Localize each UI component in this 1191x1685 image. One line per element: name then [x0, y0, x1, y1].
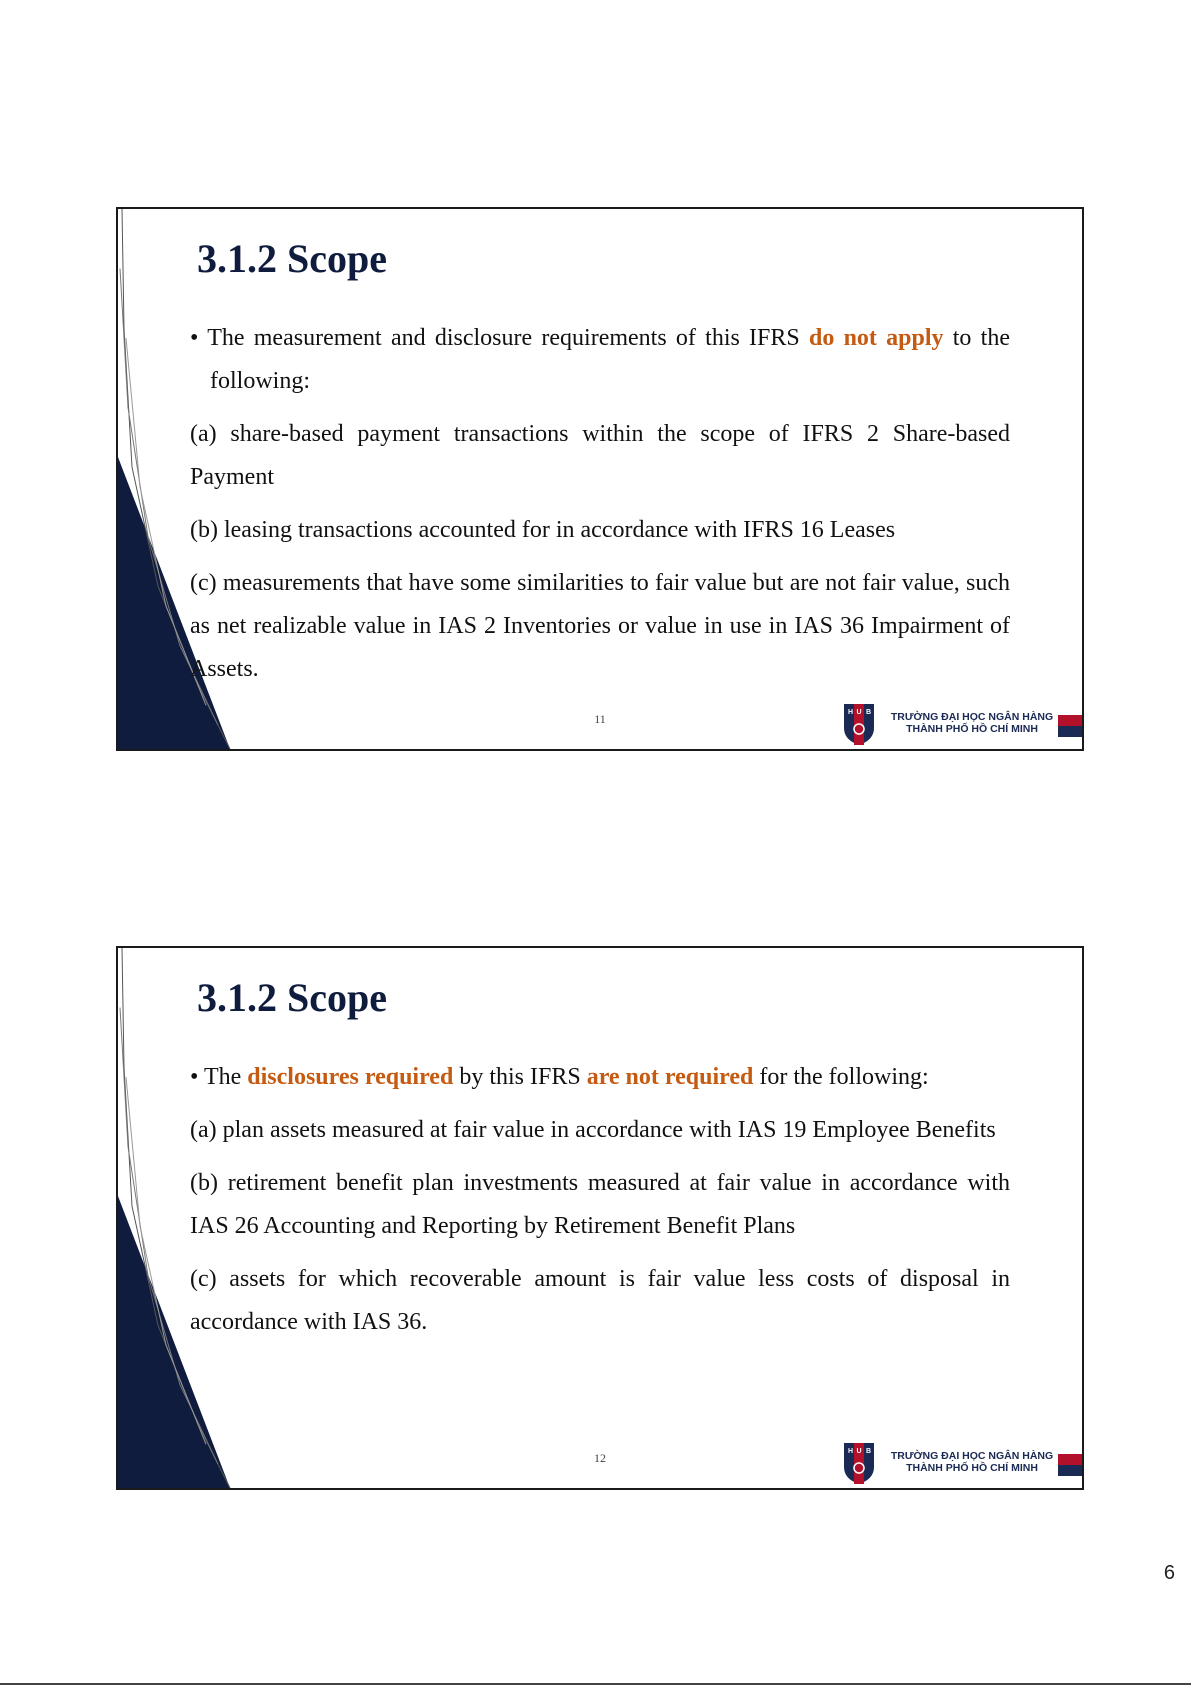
logo-color-bar	[1058, 715, 1082, 737]
logo-text	[882, 711, 1062, 735]
shield-icon	[842, 1441, 876, 1485]
slide-content	[190, 317, 1010, 701]
university-logo	[842, 695, 1082, 749]
highlight-do-not-apply: do not apply	[809, 325, 944, 351]
svg-text:U: U	[856, 709, 862, 716]
highlight-are-not-required: are not required	[586, 1064, 754, 1090]
list-item: (b) retirement benefit plan investments measured at fair value in accordance with IAS 26 Accounting and Reporting by Retirement Benefit Plans	[190, 1170, 1010, 1239]
bullet-text-pre: The measurement and disclosure requirements of this IFRS	[207, 325, 809, 351]
svg-text:H: H	[848, 1448, 854, 1455]
logo-line-1: TRƯỜNG ĐẠI HỌC NGÂN HÀNG	[890, 711, 1054, 723]
list-item: (a) plan assets measured at fair value in accordance with IAS 19 Employee Benefits	[190, 1117, 996, 1143]
slide-12	[116, 946, 1084, 1490]
svg-text:B: B	[866, 709, 872, 716]
list-item: (a) share-based payment transactions within the scope of IFRS 2 Share-based Payment	[190, 421, 1010, 490]
logo-line-2: THÀNH PHỐ HỒ CHÍ MINH	[906, 723, 1038, 735]
bullet-point: • The disclosures required by this IFRS are not required for the following:	[190, 1064, 929, 1090]
list-item: (c) assets for which recoverable amount is fair value less costs of disposal in accordance with IAS 36.	[190, 1266, 1010, 1335]
svg-text:U: U	[856, 1448, 862, 1455]
logo-line-2: THÀNH PHỐ HỒ CHÍ MINH	[906, 1462, 1038, 1474]
bullet-point: • The measurement and disclosure requirements of this IFRS do not apply to the following:	[190, 325, 1010, 394]
highlight-disclosures-required: disclosures required	[247, 1064, 454, 1090]
slide-page-number: 12	[594, 1451, 606, 1465]
list-item: (c) measurements that have some similarities to fair value but are not fair value, such as net realizable value in IAS 2 Inventories or value in use in IAS 36 Impairment of Assets.	[190, 570, 1010, 682]
slide-content	[190, 1056, 1010, 1354]
slide-title: 3.1.2 Scope	[197, 975, 387, 1020]
logo-color-bar	[1058, 1454, 1082, 1476]
list-item: (b) leasing transactions accounted for in accordance with IFRS 16 Leases	[190, 517, 896, 543]
bullet-text-post: to the following:	[210, 325, 1010, 394]
slide-title: 3.1.2 Scope	[197, 236, 387, 281]
svg-text:B: B	[866, 1448, 872, 1455]
slide-page-number: 11	[594, 712, 606, 726]
svg-text:H: H	[848, 709, 854, 716]
slide-11	[116, 207, 1084, 751]
bullet-text-post: for the following:	[753, 1064, 929, 1090]
shield-icon	[842, 702, 876, 746]
logo-text	[882, 1450, 1062, 1474]
university-logo	[842, 1434, 1082, 1488]
bullet-text-mid: by this IFRS	[453, 1064, 587, 1090]
document-page-number: 6	[1163, 1562, 1175, 1584]
bullet-text-pre: The	[203, 1064, 248, 1090]
logo-line-1: TRƯỜNG ĐẠI HỌC NGÂN HÀNG	[890, 1450, 1054, 1462]
